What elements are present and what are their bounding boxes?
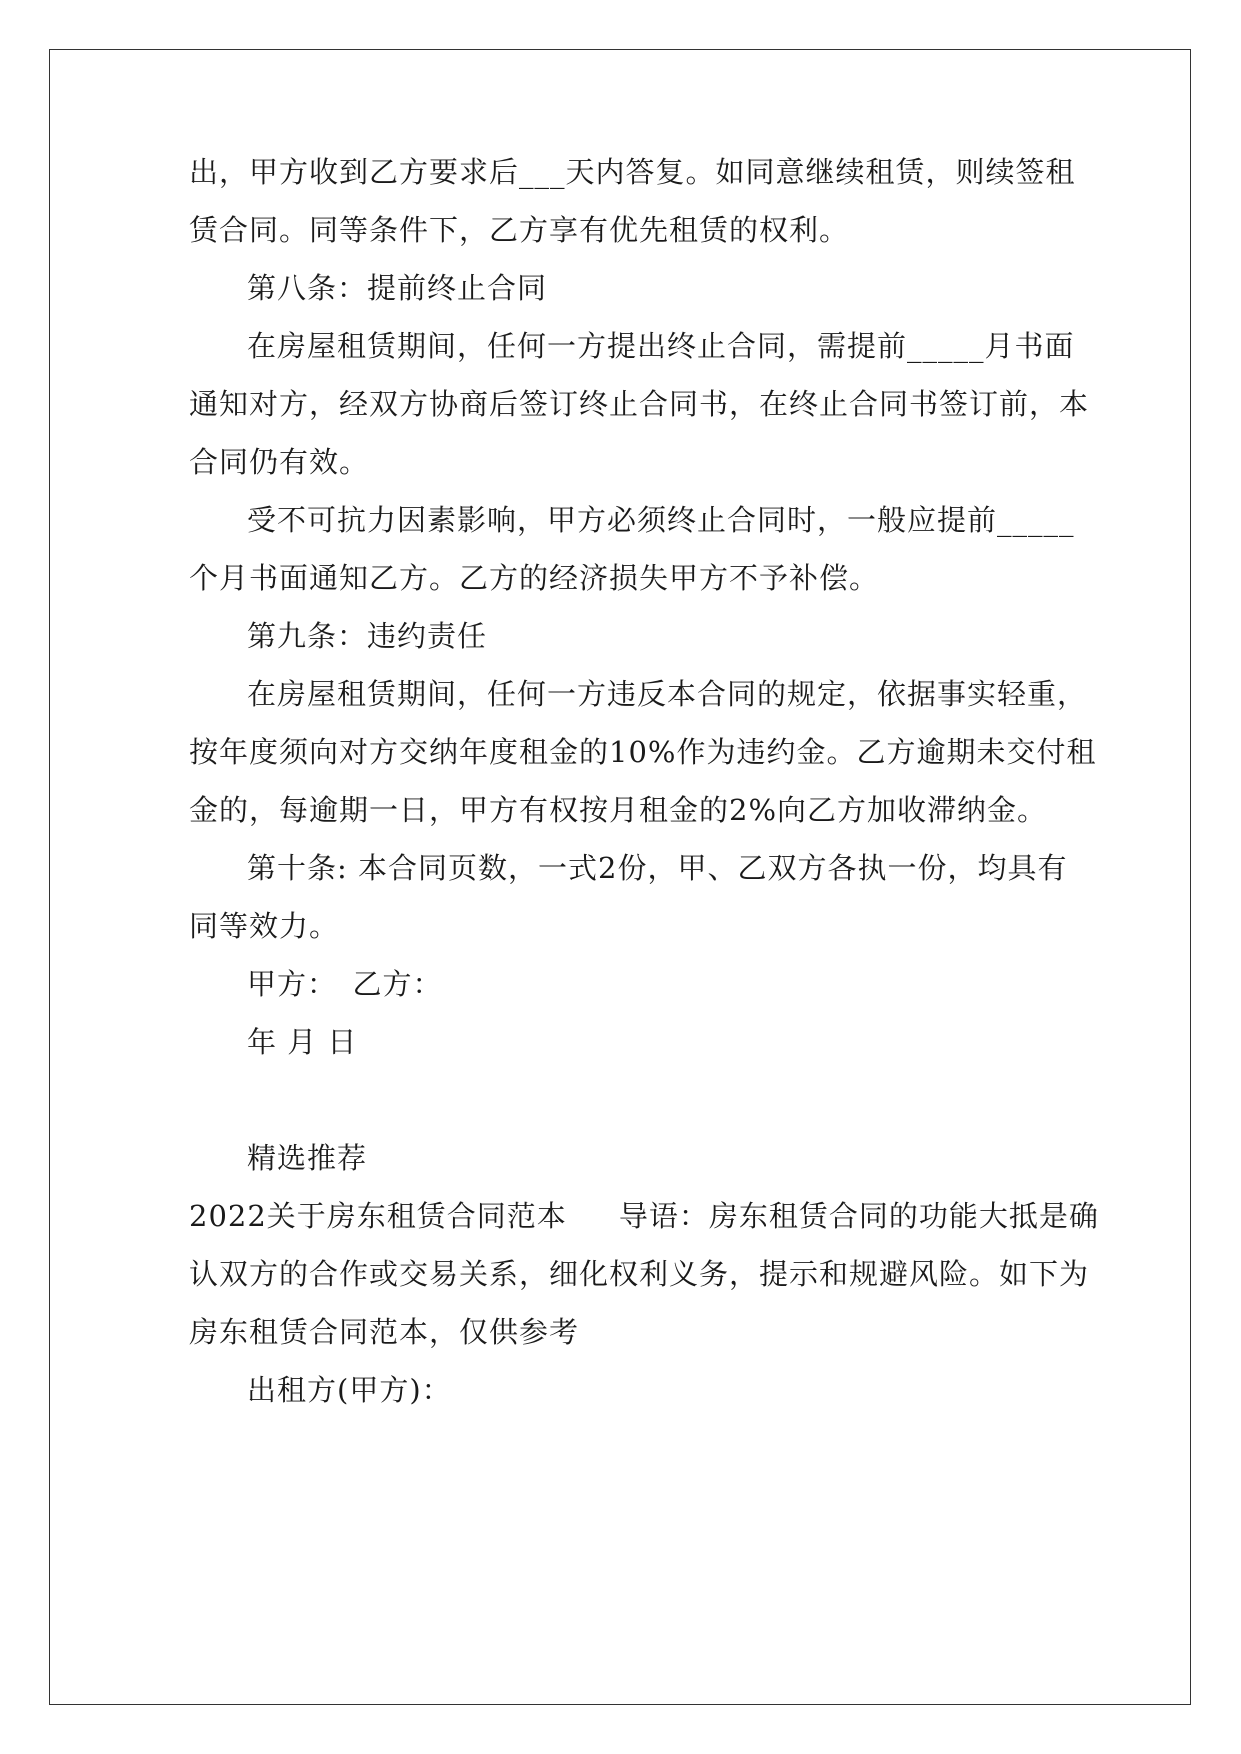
lessor-label: 出租方(甲方)： <box>247 1373 452 1407</box>
article-10-line: 第十条: 本合同页数，一式2份，甲、乙双方各执一份，均具有 <box>247 851 1068 885</box>
paragraph-line: 合同仍有效。 <box>189 445 370 479</box>
paragraph-line: 认双方的合作或交易关系，细化权利义务，提示和规避风险。如下为 <box>189 1257 1090 1291</box>
paragraph-line: 金的，每逾期一日，甲方有权按月租金的2%向乙方加收滞纳金。 <box>189 793 1048 827</box>
paragraph-line: 通知对方，经双方协商后签订终止合同书，在终止合同书签订前，本 <box>189 387 1090 421</box>
paragraph-line: 受不可抗力因素影响，甲方必须终止合同时，一般应提前_____ <box>247 503 1075 537</box>
article-9-heading: 第九条：违约责任 <box>247 619 488 653</box>
recommend-lead: 导语：房东租赁合同的功能大抵是确 <box>618 1199 1099 1233</box>
paragraph-line: 个月书面通知乙方。乙方的经济损失甲方不予补偿。 <box>189 561 880 595</box>
signature-date: 年 月 日 <box>247 1025 358 1059</box>
recommend-title-line <box>189 1194 1099 1238</box>
paragraph-line: 按年度须向对方交纳年度租金的10%作为违约金。乙方逾期未交付租 <box>189 735 1097 769</box>
paragraph-line: 赁合同。同等条件下，乙方享有优先租赁的权利。 <box>189 213 850 247</box>
signature-parties: 甲方： 乙方： <box>247 967 443 1001</box>
paragraph-line: 房东租赁合同范本，仅供参考 <box>189 1315 580 1349</box>
paragraph-line: 在房屋租赁期间，任何一方违反本合同的规定，依据事实轻重， <box>247 677 1088 711</box>
paragraph-line: 同等效力。 <box>189 909 340 943</box>
paragraph-line: 在房屋租赁期间，任何一方提出终止合同，需提前_____月书面 <box>247 329 1075 363</box>
recommend-title-link[interactable]: 2022关于房东租赁合同范本 <box>189 1199 567 1233</box>
paragraph-line: 出，甲方收到乙方要求后___天内答复。如同意继续租赁，则续签租 <box>189 155 1076 189</box>
recommend-heading: 精选推荐 <box>247 1141 368 1175</box>
article-8-heading: 第八条：提前终止合同 <box>247 271 548 305</box>
